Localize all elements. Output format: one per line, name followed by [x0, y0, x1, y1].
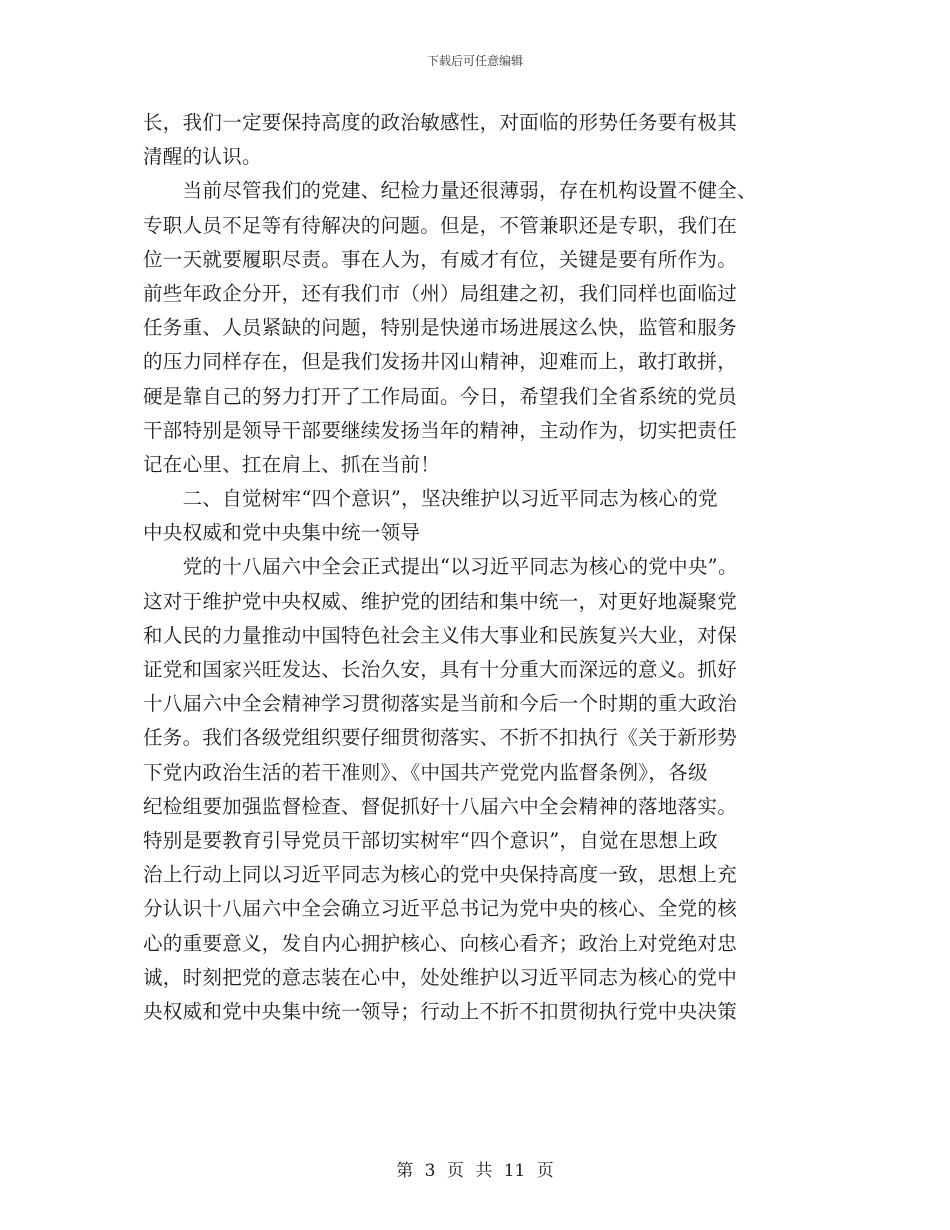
text-line: 证党和国家兴旺发达、长治久安，具有十分重大而深远的意义。抓好 [143, 658, 738, 681]
text-line: 诚，时刻把党的意志装在心中，处处维护以习近平同志为核心的党中 [143, 965, 738, 989]
page-number: 第 3 页 共 11 页 [396, 1161, 554, 1181]
text-line: 分认识十八届六中全会确立习近平总书记为党中央的核心、全党的核 [143, 897, 738, 921]
document-body [143, 106, 813, 1029]
text-line: 干部特别是领导干部要继续发扬当年的精神，主动作为，切实把责任 [143, 418, 738, 442]
text-line: 位一天就要履职尽责。事在人为，有威才有位，关键是要有所作为。 [143, 247, 738, 271]
text-line: 这对于维护党中央权威、维护党的团结和集中统一，对更好地凝聚党 [143, 589, 738, 613]
text-line: 治上行动上同以习近平同志为核心的党中央保持高度一致，思想上充 [143, 863, 738, 887]
text-line: 硬是靠自己的努力打开了工作局面。今日，希望我们全省系统的党员 [143, 384, 738, 408]
section-heading-line: 中央权威和党中央集中统一领导 [143, 521, 421, 545]
text-line: 十八届六中全会精神学习贯彻落实是当前和今后一个时期的重大政治 [143, 692, 738, 716]
text-line: 任务。我们各级党组织要仔细贯彻落实、不折不扣执行《关于新形势 [143, 726, 738, 750]
text-line: 和人民的力量推动中国特色社会主义伟大事业和民族复兴大业，对保 [143, 623, 738, 647]
text-line: 清醒的认识。 [143, 145, 262, 169]
text-line: 特别是要教育引导党员干部切实树牢“四个意识”，自觉在思想上政 [143, 828, 718, 852]
text-line: 的压力同样存在，但是我们发扬井冈山精神，迎难而上，敢打敢拼， [143, 350, 738, 374]
page-header-note: 下载后可任意编辑 [426, 54, 523, 68]
text-line: 心的重要意义，发自内心拥护核心、向核心看齐；政治上对党绝对忠 [143, 931, 738, 955]
text-line: 记在心里、扛在肩上、抓在当前！ [143, 452, 441, 476]
text-line: 任务重、人员紧缺的问题，特别是快递市场进展这么快，监管和服务 [143, 316, 738, 340]
text-line: 央权威和党中央集中统一领导；行动上不折不扣贯彻执行党中央决策 [143, 999, 738, 1023]
text-line: 前些年政企分开，还有我们市（州）局组建之初，我们同样也面临过 [143, 281, 738, 305]
text-line: 纪检组要加强监督检查、督促抓好十八届六中全会精神的落地落实。 [143, 794, 738, 818]
text-line: 长，我们一定要保持高度的政治敏感性，对面临的形势任务要有极其 [143, 111, 738, 134]
text-line: 党的十八届六中全会正式提出“以习近平同志为核心的党中央”。 [143, 555, 738, 579]
text-line: 当前尽管我们的党建、纪检力量还很薄弱，存在机构设置不健全、 [143, 179, 757, 203]
section-heading-line: 二、自觉树牢“四个意识”，坚决维护以习近平同志为核心的党 [143, 487, 718, 511]
text-line: 下党内政治生活的若干准则》、《中国共产党党内监督条例》，各级 [143, 760, 708, 784]
text-line: 专职人员不足等有待解决的问题。但是，不管兼职还是专职，我们在 [143, 213, 738, 237]
